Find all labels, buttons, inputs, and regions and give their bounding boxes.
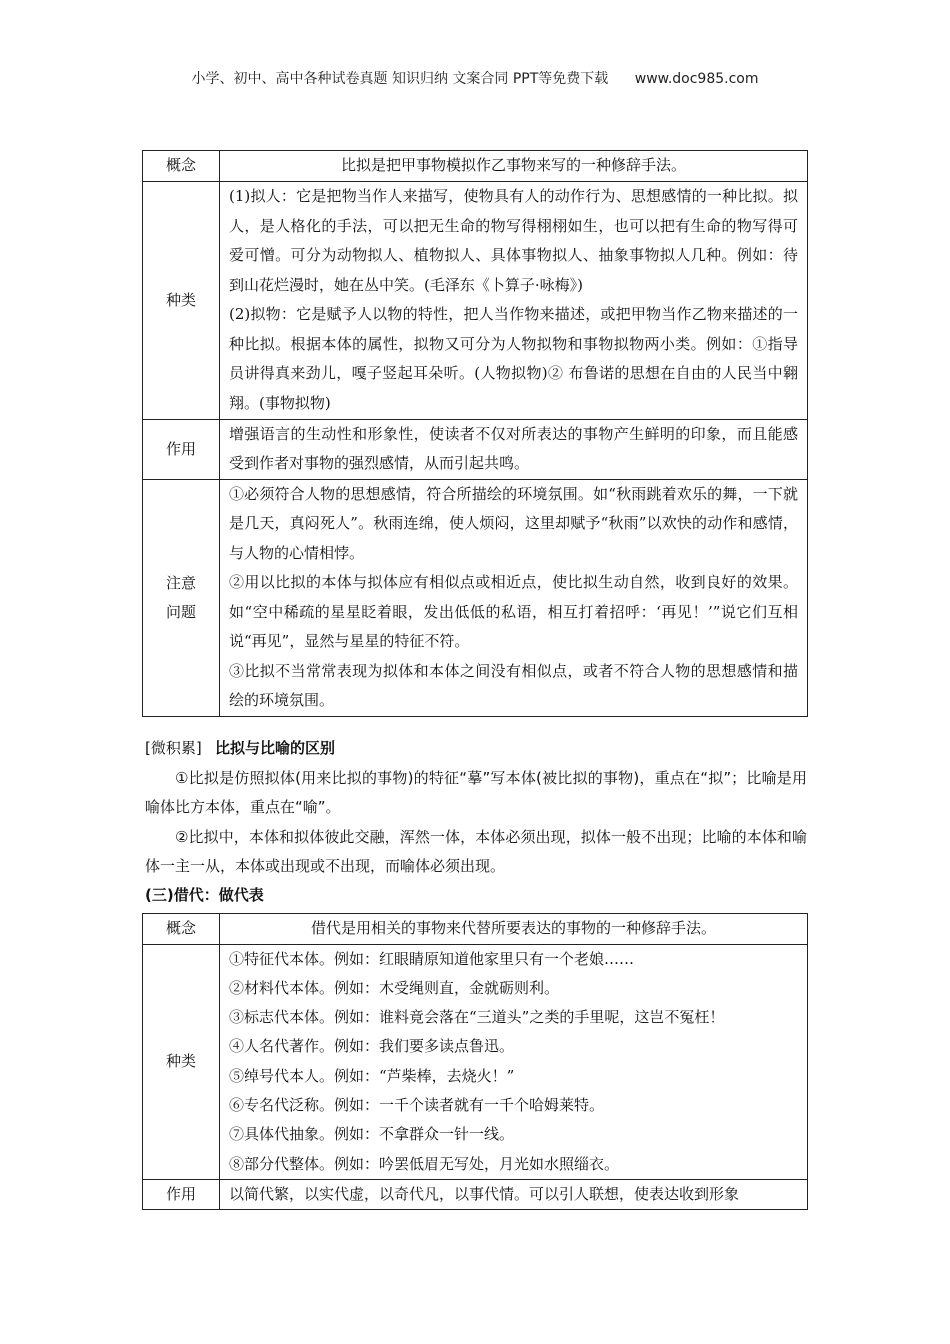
types-label: 种类 bbox=[143, 181, 220, 419]
types-list bbox=[220, 944, 808, 1179]
concept-label: 概念 bbox=[143, 151, 220, 182]
concept-row bbox=[143, 151, 808, 182]
micro-paragraph-2: ②比拟中，本体和拟体彼此交融，浑然一体，本体必须出现，拟体一般不出现；比喻的本体和喻体一主一从，本体或出现或不出现，而喻体必须出现。 bbox=[145, 828, 807, 875]
types-row bbox=[143, 181, 808, 419]
type-item: ⑤绰号代本人。例如：“芦柴棒，去烧火！” bbox=[229, 1066, 515, 1085]
types-personification: (1)拟人：它是把物当作人来描写，使物具有人的动作行为、思想感情的一种比拟。拟人，是人格化的手法，可以把无生命的物写得栩栩如生，也可以把有生命的物写得可爱可憎。可分为动物拟人、植物拟人、具体事物拟人、抽象事物拟人几种。例如：待到山花烂漫时，她在丛中笑。(毛泽东《卜算子·咏梅》) bbox=[229, 187, 798, 294]
micro-paragraph-1: ①比拟是仿照拟体(用来比拟的事物)的特征“摹”写本体(被比拟的事物)，重点在“拟”；比喻是用喻体比方本体，重点在“喻”。 bbox=[145, 769, 807, 816]
note-3: ③比拟不当常常表现为拟体和本体之间没有相似点，或者不符合人物的思想感情和描绘的环境氛围。 bbox=[229, 661, 798, 709]
effect-text-2: 以简代繁，以实代虚，以奇代凡，以事代情。可以引人联想，使表达收到形象 bbox=[220, 1179, 808, 1210]
section3-title: (三)借代：做代表 bbox=[145, 886, 264, 904]
personification-table bbox=[142, 150, 808, 717]
concept-row-2 bbox=[143, 914, 808, 945]
notes-label bbox=[143, 479, 220, 716]
concept-label-2: 概念 bbox=[143, 914, 220, 945]
notes-label-line1: 注意 bbox=[165, 573, 196, 592]
micro-bracket: [微积累] bbox=[145, 739, 202, 757]
concept-text-2: 借代是用相关的事物来代替所要表达的事物的一种修辞手法。 bbox=[220, 914, 808, 945]
effect-text: 增强语言的生动性和形象性，使读者不仅对所表达的事物产生鲜明的印象，而且能感受到作者对事物的强烈感情，从而引起共鸣。 bbox=[220, 419, 808, 479]
metonymy-table bbox=[142, 913, 808, 1210]
concept-text: 比拟是把甲事物模拟作乙事物来写的一种修辞手法。 bbox=[220, 151, 808, 182]
effect-row-2 bbox=[143, 1179, 808, 1210]
effect-label-2: 作用 bbox=[143, 1179, 220, 1210]
types-row-2 bbox=[143, 944, 808, 1179]
notes-cell bbox=[220, 479, 808, 716]
micro-accumulation-title bbox=[145, 737, 335, 758]
page-header bbox=[0, 68, 950, 88]
effect-label: 作用 bbox=[143, 419, 220, 479]
note-2: ②用以比拟的本体与拟体应有相似点或相近点，使比拟生动自然，收到良好的效果。如“空中稀疏的星星眨着眼，发出低低的私语，相互打着招呼：‘再见！’”说它们互相说“再见”，显然与星星的特征不符。 bbox=[229, 573, 798, 650]
type-item: ⑧部分代整体。例如：吟罢低眉无写处，月光如水照缁衣。 bbox=[229, 1154, 620, 1173]
type-item: ⑦具体代抽象。例如：不拿群众一针一线。 bbox=[229, 1125, 515, 1144]
type-item: ③标志代本体。例如：谁料竟会落在“三道头”之类的手里呢，这岂不冤枉！ bbox=[229, 1008, 725, 1027]
types-cell bbox=[220, 181, 808, 419]
type-item: ②材料代本体。例如：木受绳则直，金就砺则利。 bbox=[229, 978, 560, 997]
header-url: www.doc985.com bbox=[634, 71, 759, 87]
micro-title-text: 比拟与比喻的区别 bbox=[214, 739, 335, 757]
effect-row bbox=[143, 419, 808, 479]
note-1: ①必须符合人物的思想感情，符合所描绘的环境氛围。如“秋雨跳着欢乐的舞，一下就是几天，真闷死人”。秋雨连绵，使人烦闷，这里却赋予“秋雨”以欢快的动作和感情，与人物的心情相悖。 bbox=[229, 484, 798, 562]
notes-row bbox=[143, 479, 808, 716]
type-item: ⑥专名代泛称。例如：一千个读者就有一千个哈姆莱特。 bbox=[229, 1095, 605, 1114]
types-label-2: 种类 bbox=[143, 944, 220, 1179]
header-text: 小学、初中、高中各种试卷真题 知识归纳 文案合同 PPT等免费下载 bbox=[191, 71, 609, 87]
notes-label-line2: 问题 bbox=[165, 602, 196, 621]
type-item: ①特征代本体。例如：红眼睛原知道他家里只有一个老娘…… bbox=[229, 949, 635, 968]
types-objectification: (2)拟物：它是赋予人以物的特性，把人当作物来描述，或把甲物当作乙物来描述的一种比拟。根据本体的属性，拟物又可分为人物拟物和事物拟物两小类。例如：①指导员讲得真来劲儿，嘎子竖起耳朵听。(人物拟物)② 布鲁诺的思想在自由的人民当中翱翔。(事物拟物) bbox=[229, 305, 798, 412]
type-item: ④人名代著作。例如：我们要多读点鲁迅。 bbox=[229, 1037, 515, 1056]
